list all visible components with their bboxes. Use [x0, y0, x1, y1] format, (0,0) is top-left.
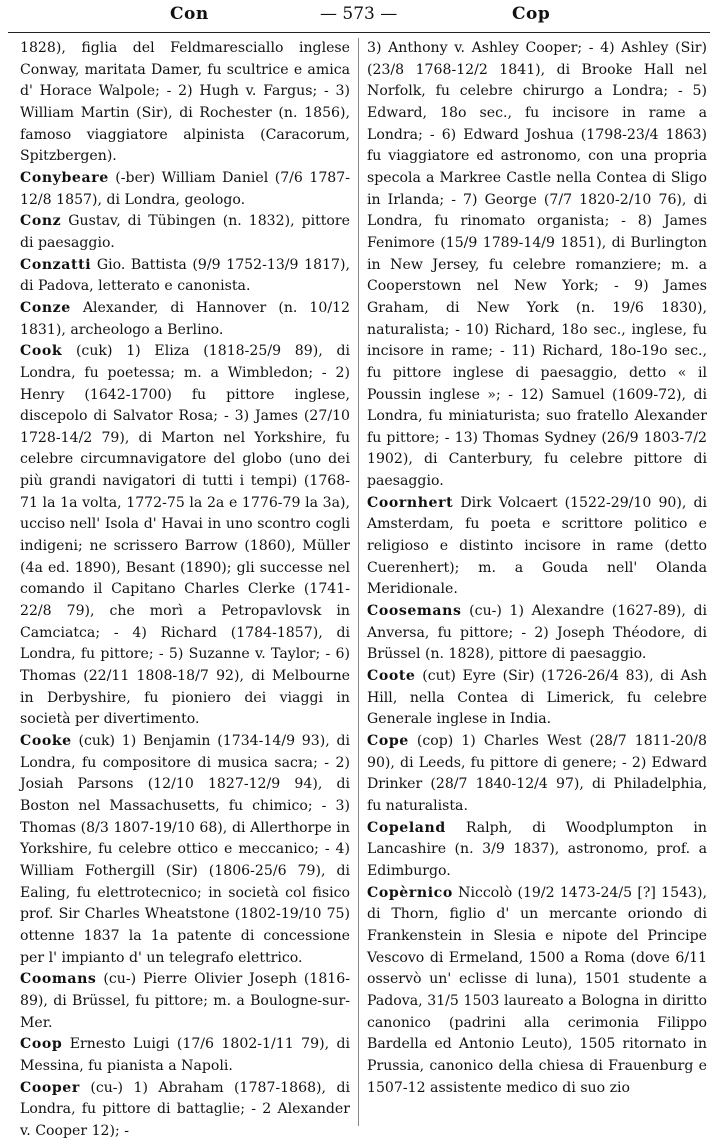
entry-text: 3) Anthony v. Ashley Cooper; - 4) Ashley (Sir) (23/8 1768-12/2 1841), di Brooke Hall nel Norfolk, fu celebre chirurgo a Londra; - 5) Edward, 18o sec., fu incisore in rame a Londra; - 6) Edward Joshua (1798-23/4 1863) fu viaggiatore ed astronomo, con una propria specola a Markree Castle nella Contea di Sligo in Irlanda; - 7) George (7/7 1820-2/10 76), di Londra, fu rinomato organista; - 8) James Fenimore (15/9 1789-14/9 1851), di Burlington in New Jersey, fu celebre romanziere; m. a Cooperstown nel New York; - 9) James Graham, di New York (n. 19/6 1830), naturalista; - 10) Richard, 18o sec., inglese, fu incisore in rame; - 11) Richard, 18o-19o sec., fu pittore inglese di paesaggio, detto « il Poussin inglese »; - 12) Samuel (1609-72), di Londra, fu miniaturista; suo fratello Alexander fu pittore; - 13) Thomas Sydney (26/9 1803-7/2 1902), di Canterbury, fu celebre pittore di paesaggio. — [367, 40, 707, 489]
entry-text: Dirk Volcaert (1522-29/10 90), di Amsterdam, fu poeta e scrittore politico e religioso e distinto incisore in rame (detto Cuerenhert); m. a Gouda nell' Olanda Meridionale. — [367, 495, 707, 598]
entry-text: 1828), figlia del Feldmaresciallo inglese Conway, maritata Damer, fu scultrice e amica d' Horace Walpole; - 2) Hugh v. Fargus; - 3) William Martin (Sir), di Rochester (n. 1856), famoso viaggiatore alpinista (Caracorum, Spitzbergen). — [20, 40, 350, 164]
entry — [367, 818, 707, 883]
entry-text: (cu-) 1) Abraham (1787-1868), di Londra, fu pittore di battaglie; - 2 Alexander v. Cooper 12); - — [20, 1080, 350, 1139]
entry — [367, 883, 707, 1100]
entry-text: (cut) Eyre (Sir) (1726-26/4 83), di Ash Hill, nella Contea di Limerick, fu celebre Generale inglese in India. — [367, 668, 707, 727]
entry — [20, 341, 350, 731]
entry-text: Gio. Battista (9/9 1752-13/9 1817), di Padova, letterato e canonista. — [20, 257, 350, 295]
entry-headword: Conzatti — [20, 257, 91, 273]
entry-text: (cu-) 1) Alexandre (1627-89), di Anversa, fu pittore; - 2) Joseph Théodore, di Brüssel (n. 1828), pittore di paesaggio. — [367, 603, 707, 662]
entry-headword: Copeland — [367, 820, 446, 836]
column-separator — [358, 38, 359, 1126]
entry-text: Gustav, di Tübingen (n. 1832), pittore di paesaggio. — [20, 213, 350, 251]
header-rule — [8, 32, 710, 33]
entry — [20, 298, 350, 341]
entry — [20, 168, 350, 211]
right-column — [367, 38, 707, 1128]
entry — [20, 731, 350, 969]
entry — [20, 1078, 350, 1142]
entry-headword: Cook — [20, 343, 62, 359]
entry — [367, 601, 707, 666]
header-left-guideword: Con — [170, 4, 209, 24]
entry-headword: Coop — [20, 1036, 62, 1052]
entry — [20, 38, 350, 168]
left-column — [20, 38, 350, 1128]
entry-text: (cu-) Pierre Olivier Joseph (1816-89), di Brüssel, fu pittore; m. a Boulogne-sur-Mer. — [20, 971, 350, 1030]
entry-text: Niccolò (19/2 1473-24/5 [?] 1543), di Thorn, figlio d' un mercante oriondo di Frankenstein in Slesia e nipote del Principe Vescovo di Ermeland, 1500 a Roma (dove 6/11 osservò un' eclisse di luna), 1501 studente a Padova, 31/5 1503 laureato a Bologna in diritto canonico (padrini alla cerimonia Filippo Bardella ed Antonio Leuto), 1505 ritornato in Prussia, canonico della chiesa di Frauenburg e 1507-12 assistente medico di suo zio — [367, 885, 707, 1096]
entry — [367, 493, 707, 601]
entry — [20, 211, 350, 254]
entry-text: Alexander, di Hannover (n. 10/12 1831), archeologo a Berlino. — [20, 300, 350, 338]
entry-text: (cuk) 1) Benjamin (1734-14/9 93), di Londra, fu compositore di musica sacra; - 2) Josiah Parsons (12/10 1827-12/9 94), di Boston nel Massachusetts, fu chimico; - 3) Thomas (8/3 1807-19/10 68), di Allerthorpe in Yorkshire, fu celebre ottico e meccanico; - 4) William Fothergill (Sir) (1806-25/6 79), di Ealing, fu elettrotecnico; in società col fisico prof. Sir Charles Wheatstone (1802-19/10 75) ottenne 1837 la 1a patente di concessione per l' impianto d' un telegrafo elettrico. — [20, 733, 350, 966]
entry — [367, 666, 707, 731]
entry-text: (-ber) William Daniel (7/6 1787-12/8 1857), di Londra, geologo. — [20, 170, 350, 208]
page-number: — 573 — — [320, 4, 397, 24]
entry-headword: Conze — [20, 300, 71, 316]
entry — [367, 38, 707, 493]
page-header — [0, 0, 718, 34]
entry-headword: Coomans — [20, 971, 96, 987]
entry — [20, 1034, 350, 1077]
header-right-guideword: Cop — [512, 4, 550, 24]
entry — [20, 255, 350, 298]
entry — [20, 969, 350, 1034]
entry-text: Ernesto Luigi (17/6 1802-1/11 79), di Messina, fu pianista a Napoli. — [20, 1036, 350, 1074]
entry-headword: Coosemans — [367, 603, 462, 619]
entry-headword: Cooke — [20, 733, 72, 749]
entry — [367, 731, 707, 818]
entry-text: (cop) 1) Charles West (28/7 1811-20/8 90), di Leeds, fu pittore di genere; - 2) Edward Drinker (28/7 1840-12/4 97), di Philadelphia, fu naturalista. — [367, 733, 707, 814]
entry-headword: Copèrnico — [367, 885, 453, 901]
entry-headword: Coote — [367, 668, 416, 684]
entry-headword: Cooper — [20, 1080, 80, 1096]
entry-text: Ralph, di Woodplumpton in Lancashire (n. 3/9 1837), astronomo, prof. a Edimburgo. — [367, 820, 707, 879]
entry-headword: Cope — [367, 733, 409, 749]
entry-headword: Conz — [20, 213, 61, 229]
entry-headword: Conybeare — [20, 170, 109, 186]
entry-headword: Coornhert — [367, 495, 453, 511]
entry-text: (cuk) 1) Eliza (1818-25/9 89), di Londra, fu poetessa; m. a Wimbledon; - 2) Henry (1642-1700) fu pittore inglese, discepolo di Salvator Rosa; - 3) James (27/10 1728-14/2 79), di Marton nel Yorkshire, fu celebre circumnavigatore del globo (uno dei più grandi navigatori di tutti i tempi) (1768-71 la 1a volta, 1772-75 la 2a e 1776-79 la 3a), ucciso nell' Isola d' Havai in uno scontro cogli indigeni; ne scrissero Barrow (1860), Müller (4a ed. 1890), Besant (1890); gli successe nel comando il Capitano Charles Clerke (1741-22/8 79), che morì a Petropavlovsk in Camciatca; - 4) Richard (1784-1857), di Londra, fu pittore; - 5) Suzanne v. Taylor; - 6) Thomas (22/11 1808-18/7 92), di Melbourne in Derbyshire, fu pioniero dei viaggi in società per divertimento. — [20, 343, 350, 727]
